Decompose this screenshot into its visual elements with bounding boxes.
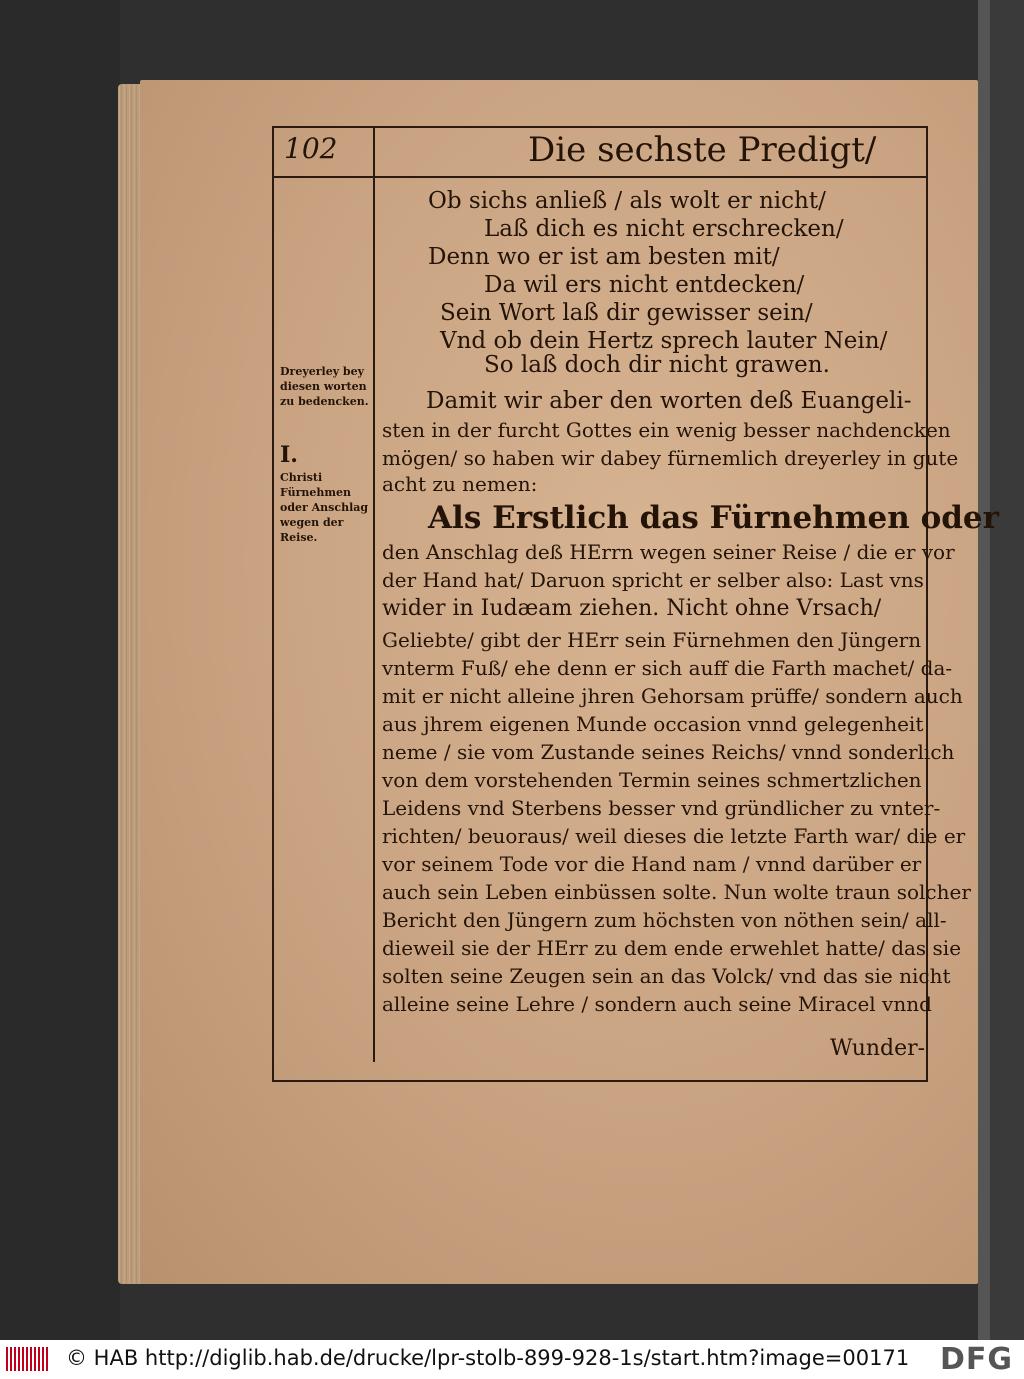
body-line: vnterm Fuß/ ehe denn er sich auff die Farth machet/ da- bbox=[382, 656, 953, 680]
body-line: dieweil sie der HErr zu dem ende erwehlet hatte/ das sie bbox=[382, 936, 962, 960]
body-line: neme / sie vom Zustande seines Reichs/ vnnd sonderlich bbox=[382, 740, 955, 764]
margin-note-1: Dreyerley bey diesen worten zu bedencken. bbox=[280, 365, 369, 408]
page-number: 102 bbox=[284, 132, 338, 165]
body-line: Geliebte/ gibt der HErr sein Fürnehmen den Jüngern bbox=[382, 628, 922, 652]
running-head: Die sechste Predigt/ bbox=[528, 130, 877, 170]
body-line: den Anschlag deß HErrn wegen seiner Reise / die er vor bbox=[382, 540, 955, 564]
dfg-logo: DFG bbox=[940, 1342, 1014, 1377]
catchword: Wunder- bbox=[830, 1036, 926, 1061]
margin-rule bbox=[373, 126, 375, 1062]
body-line: auch sein Leben einbüssen solte. Nun wolte traun solcher bbox=[382, 880, 971, 904]
body-line: von dem vorstehenden Termin seines schmertzlichen bbox=[382, 768, 922, 792]
body-line: mit er nicht alleine jhren Gehorsam prüffe/ sondern auch bbox=[382, 684, 963, 708]
body-line: der Hand hat/ Daruon spricht er selber also: Last vns bbox=[382, 568, 924, 592]
body-line: aus jhrem eigenen Munde occasion vnnd gelegenheit bbox=[382, 712, 924, 736]
body-line: Bericht den Jüngern zum höchsten von nöthen sein/ all- bbox=[382, 908, 947, 932]
verse-line: Denn wo er ist am besten mit/ bbox=[428, 244, 780, 270]
section-heading-line: Als Erstlich das Fürnehmen oder bbox=[428, 500, 999, 536]
verse-line: Ob sichs anließ / als wolt er nicht/ bbox=[428, 188, 826, 214]
body-line: Damit wir aber den worten deß Euangeli- bbox=[426, 388, 912, 414]
header-rule bbox=[272, 176, 928, 178]
body-line: Leidens vnd Sterbens besser vnd gründlicher zu vnter- bbox=[382, 796, 941, 820]
body-line: solten seine Zeugen sein an das Volck/ vnd das sie nicht bbox=[382, 964, 951, 988]
margin-note-numeral: I. bbox=[280, 442, 298, 468]
body-line: wider in Iudæam ziehen. Nicht ohne Vrsach/ bbox=[382, 596, 882, 621]
margin-note-2: Christi Fürnehmen oder Anschlag wegen der Reise. bbox=[280, 471, 369, 544]
body-line: mögen/ so haben wir dabey fürnemlich dreyerley in gute bbox=[382, 446, 959, 470]
verse-line: Laß dich es nicht erschrecken/ bbox=[484, 216, 844, 242]
body-line: vor seinem Tode vor die Hand nam / vnnd darüber er bbox=[382, 852, 922, 876]
verse-line: Vnd ob dein Hertz sprech lauter Nein/ bbox=[440, 328, 888, 354]
scan-background-left bbox=[0, 0, 120, 1340]
scan-background-right bbox=[990, 0, 1024, 1340]
body-line: alleine seine Lehre / sondern auch seine Miracel vnnd bbox=[382, 992, 932, 1016]
body-line: sten in der furcht Gottes ein wenig besser nachdencken bbox=[382, 418, 951, 442]
verse-line: So laß doch dir nicht grawen. bbox=[484, 352, 830, 378]
copyright-url[interactable]: © HAB http://diglib.hab.de/drucke/lpr-stolb-899-928-1s/start.htm?image=00171 bbox=[66, 1346, 910, 1370]
hab-barcode-icon bbox=[6, 1347, 48, 1371]
verse-line: Sein Wort laß dir gewisser sein/ bbox=[440, 300, 813, 326]
footer-bar bbox=[0, 1340, 1024, 1379]
body-line: richten/ beuoraus/ weil dieses die letzte Farth war/ die er bbox=[382, 824, 966, 848]
verse-line: Da wil ers nicht entdecken/ bbox=[484, 272, 805, 298]
body-line: acht zu nemen: bbox=[382, 472, 538, 496]
